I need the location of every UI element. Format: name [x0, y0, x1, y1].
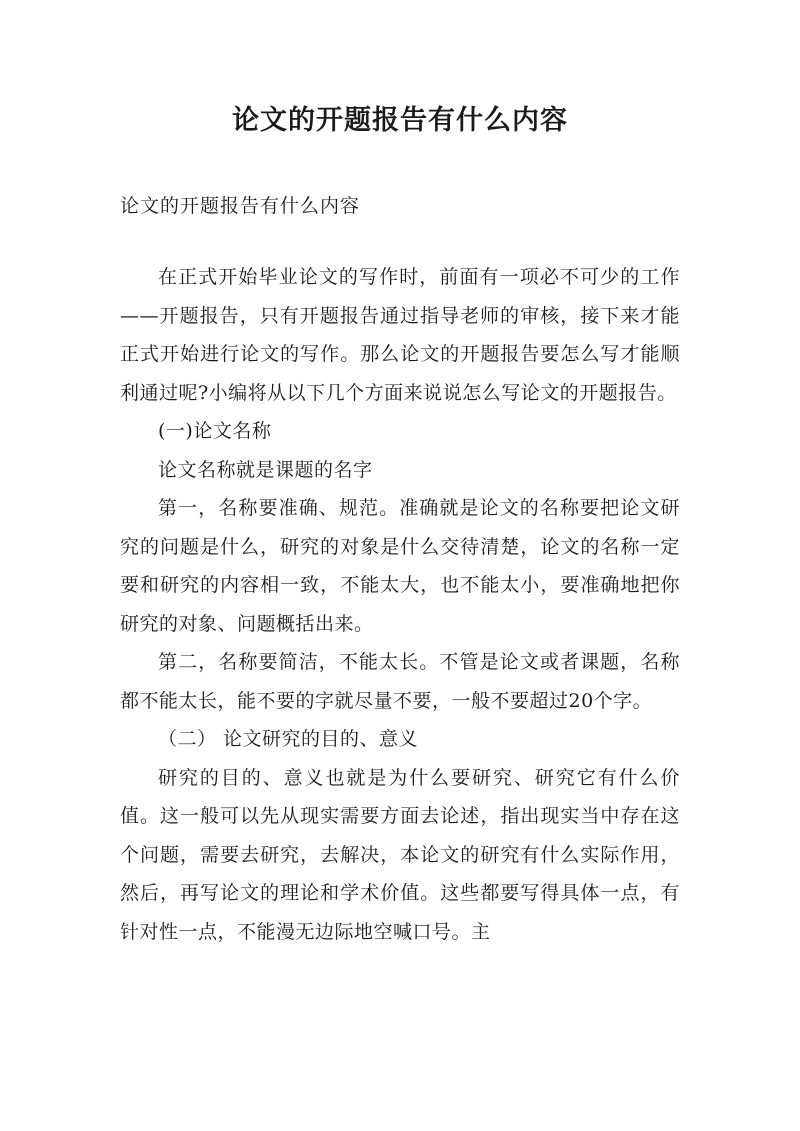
paragraph-purpose: 研究的目的、意义也就是为什么要研究、研究它有什么价值。这一般可以先从现实需要方面去论述，指出现实当中存在这个问题，需要去研究，去解决，本论文的研究有什么实际作用，然后，再写论文的理论和学术价值。这些都要写得具体一点，有针对性一点，不能漫无边际地空喊口号。主 [120, 766, 680, 943]
document-title: 论文的开题报告有什么内容 [232, 105, 568, 136]
paragraph-title-rule-2: 第二，名称要简洁，不能太长。不管是论文或者课题，名称都不能太长，能不要的字就尽量不要，一般不要超过20个字。 [120, 651, 680, 712]
document-subtitle: 论文的开题报告有什么内容 [120, 195, 361, 217]
paragraph-title-definition: 论文名称就是课题的名字 [158, 458, 373, 481]
document-body [120, 258, 680, 951]
section-heading-purpose: （二） 论文研究的目的、意义 [158, 728, 419, 750]
paragraph-intro: 在正式开始毕业论文的写作时，前面有一项必不可少的工作——开题报告，只有开题报告通过指导老师的审核，接下来才能正式开始进行论文的写作。那么论文的开题报告要怎么写才能顺利通过呢?小编将从以下几个方面来说说怎么写论文的开题报告。 [120, 266, 680, 404]
paragraph-title-rule-1: 第一，名称要准确、规范。准确就是论文的名称要把论文研究的问题是什么，研究的对象是什么交待清楚，论文的名称一定要和研究的内容相一致，不能太大，也不能太小，要准确地把你研究的对象、问题概括出来。 [120, 497, 680, 635]
section-heading-title: (一)论文名称 [158, 420, 272, 442]
